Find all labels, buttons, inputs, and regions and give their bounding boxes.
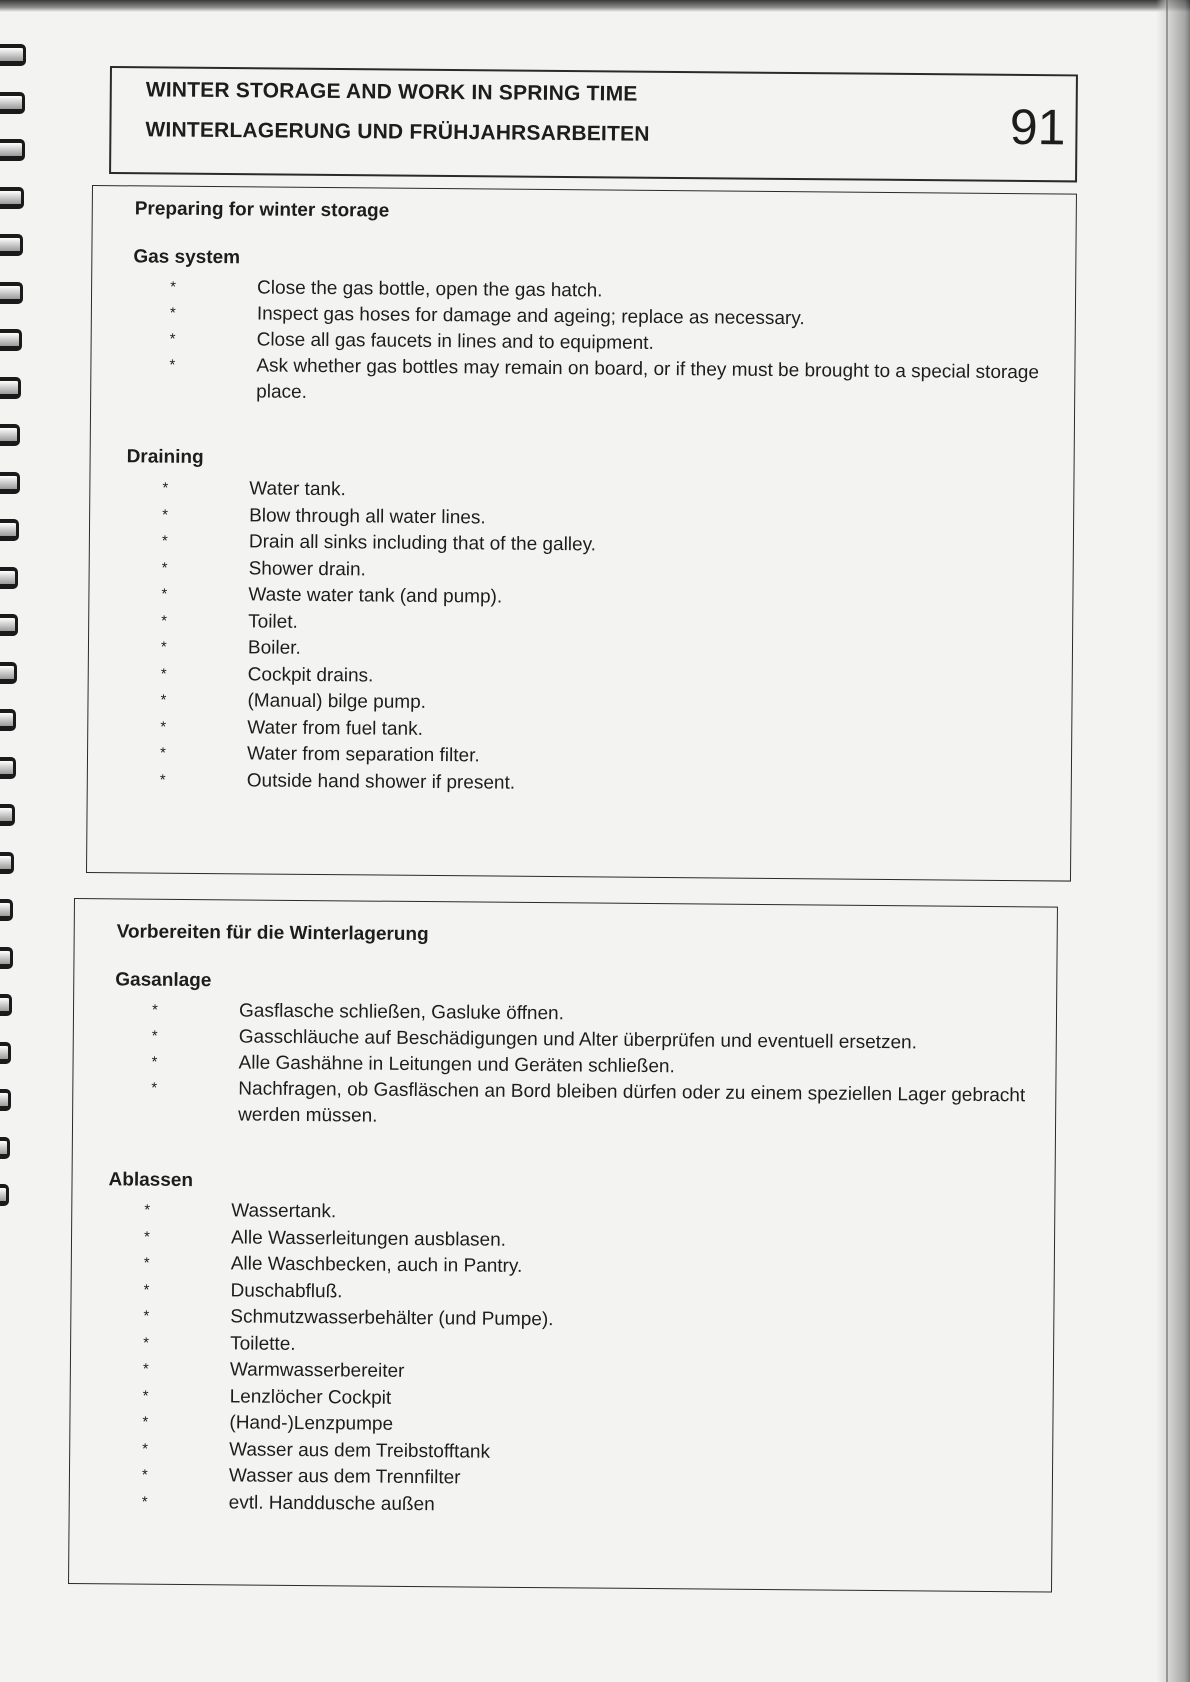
gas-system-heading: Gas system xyxy=(133,246,241,269)
binding-ring xyxy=(0,947,13,969)
bullet-star: * xyxy=(143,1281,150,1299)
spiral-binding xyxy=(0,0,30,1682)
gasanlage-heading: Gasanlage xyxy=(115,969,212,992)
binding-ring xyxy=(0,709,16,731)
list-item: * Inspect gas hoses for damage and ageing; replace as necessary. xyxy=(170,301,1077,335)
binding-ring xyxy=(0,472,20,494)
binding-ring xyxy=(0,1089,11,1111)
list-item: * Lenzlöcher Cockpit xyxy=(143,1383,553,1413)
bullet-star: * xyxy=(143,1334,150,1352)
list-item: * Toilet. xyxy=(161,608,595,638)
bullet-star: * xyxy=(142,1360,149,1378)
bullet-star: * xyxy=(169,356,176,374)
bullet-star: * xyxy=(161,612,168,630)
bullet-star: * xyxy=(151,1027,158,1045)
page-number: 91 xyxy=(1009,98,1066,156)
binding-ring xyxy=(0,234,23,256)
binding-ring xyxy=(0,139,25,161)
section-title-english: Preparing for winter storage xyxy=(134,198,390,222)
binding-ring xyxy=(0,662,17,684)
bullet-star: * xyxy=(151,1001,158,1019)
bullet-star: * xyxy=(143,1254,150,1272)
list-item: * Schmutzwasserbehälter (und Pumpe). xyxy=(143,1304,553,1334)
bullet-star: * xyxy=(170,278,177,296)
header-title-english: WINTER STORAGE AND WORK IN SPRING TIME xyxy=(145,78,638,106)
scan-right-edge-line xyxy=(1166,0,1168,1682)
bullet-star: * xyxy=(143,1228,150,1246)
bullet-star: * xyxy=(159,771,166,789)
binding-ring xyxy=(0,852,14,874)
bullet-star: * xyxy=(144,1201,151,1219)
list-item: * Boiler. xyxy=(161,635,595,665)
binding-ring xyxy=(0,187,24,209)
draining-heading: Draining xyxy=(126,446,204,468)
scan-right-edge xyxy=(1156,0,1190,1682)
list-item: * Wasser aus dem Trennfilter xyxy=(142,1463,552,1493)
binding-ring xyxy=(0,92,25,114)
bullet-star: * xyxy=(142,1413,149,1431)
ablassen-heading: Ablassen xyxy=(108,1169,194,1192)
bullet-star: * xyxy=(142,1440,149,1458)
bullet-star: * xyxy=(151,1053,158,1071)
scan-top-edge xyxy=(0,0,1190,12)
list-item: * Gasschläuche auf Beschädigungen und Alter überprüfen und eventuell ersetzen. xyxy=(152,1024,1059,1058)
list-item: * Alle Waschbecken, auch in Pantry. xyxy=(144,1251,554,1281)
binding-ring xyxy=(0,899,13,921)
german-section xyxy=(68,898,1058,1593)
list-item: * Alle Wasserleitungen ausblasen. xyxy=(144,1224,554,1254)
bullet-star: * xyxy=(161,559,168,577)
binding-ring xyxy=(0,377,21,399)
binding-ring xyxy=(0,44,26,66)
bullet-star: * xyxy=(142,1387,149,1405)
list-item: * Close all gas faucets in lines and to equipment. xyxy=(170,327,1077,361)
binding-ring xyxy=(0,1184,9,1206)
binding-ring xyxy=(0,1137,10,1159)
bullet-star: * xyxy=(160,691,167,709)
list-item: * Nachfragen, ob Gasfläschen an Bord bleiben dürfen oder zu einem speziellen Lager gebracht werden müssen. xyxy=(151,1076,1058,1136)
bullet-star: * xyxy=(160,665,167,683)
list-item: * Water from fuel tank. xyxy=(160,714,594,744)
bullet-star: * xyxy=(151,1079,158,1097)
binding-ring xyxy=(0,757,16,779)
list-item: * Cockpit drains. xyxy=(161,661,595,691)
list-item: * (Manual) bilge pump. xyxy=(160,688,594,718)
list-item: * Close the gas bottle, open the gas hatch. xyxy=(170,275,1077,309)
bullet-star: * xyxy=(141,1493,148,1511)
draining-list xyxy=(160,476,597,798)
list-item: * Alle Gashähne in Leitungen und Geräten schließen. xyxy=(151,1050,1058,1084)
bullet-star: * xyxy=(162,479,169,497)
list-item: * Wasser aus dem Treibstofftank xyxy=(142,1436,552,1466)
ablassen-list xyxy=(142,1198,555,1520)
binding-ring xyxy=(0,567,18,589)
binding-ring xyxy=(0,804,15,826)
bullet-star: * xyxy=(160,638,167,656)
bullet-star: * xyxy=(162,506,169,524)
list-item: * Wassertank. xyxy=(144,1198,554,1228)
section-title-german: Vorbereiten für die Winterlagerung xyxy=(116,921,429,946)
binding-ring xyxy=(0,282,23,304)
bullet-star: * xyxy=(160,718,167,736)
english-section xyxy=(86,185,1077,882)
binding-ring xyxy=(0,614,18,636)
binding-ring xyxy=(0,994,12,1016)
binding-ring xyxy=(0,519,19,541)
bullet-star: * xyxy=(141,1466,148,1484)
bullet-star: * xyxy=(161,585,168,603)
list-item: * (Hand-)Lenzpumpe xyxy=(142,1410,552,1440)
list-item: * Ask whether gas bottles may remain on board, or if they must be brought to a special storage place. xyxy=(169,353,1076,413)
list-item: * Waste water tank (and pump). xyxy=(161,582,595,612)
list-item: * Drain all sinks including that of the galley. xyxy=(162,529,596,559)
list-item: * Gasflasche schließen, Gasluke öffnen. xyxy=(152,998,1059,1032)
bullet-star: * xyxy=(143,1307,150,1325)
list-item: * Toilette. xyxy=(143,1330,553,1360)
list-item: * Outside hand shower if present. xyxy=(160,767,594,797)
binding-ring xyxy=(0,329,22,351)
binding-ring xyxy=(0,424,20,446)
page-header xyxy=(109,66,1078,182)
list-item: * evtl. Handdusche außen xyxy=(142,1489,552,1519)
list-item: * Duschabfluß. xyxy=(143,1277,553,1307)
bullet-star: * xyxy=(159,744,166,762)
list-item: * Blow through all water lines. xyxy=(162,502,596,532)
gas-system-list xyxy=(169,275,1077,413)
gasanlage-list xyxy=(151,998,1059,1136)
list-item: * Water from separation filter. xyxy=(160,741,594,771)
bullet-star: * xyxy=(169,330,176,348)
bullet-star: * xyxy=(161,532,168,550)
bullet-star: * xyxy=(169,304,176,322)
header-title-german: WINTERLAGERUNG UND FRÜHJAHRSARBEITEN xyxy=(145,118,650,146)
list-item: * Warmwasserbereiter xyxy=(143,1357,553,1387)
binding-ring xyxy=(0,1042,11,1064)
list-item: * Shower drain. xyxy=(162,555,596,585)
list-item: * Water tank. xyxy=(162,476,596,506)
